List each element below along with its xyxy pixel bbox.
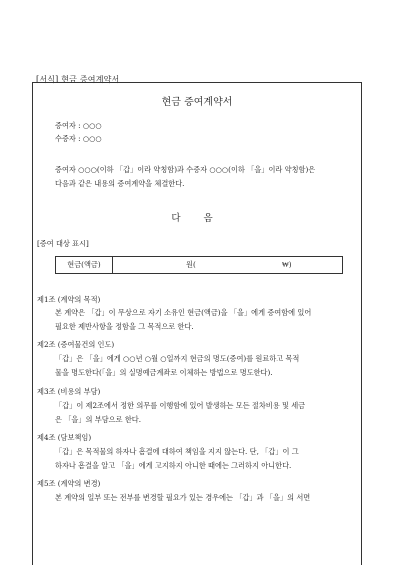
amount-table: [55, 256, 343, 274]
article-title: 제5조 (계약의 변경): [37, 479, 101, 488]
article-line: 「갑」은 「을」에게 ○○년 ○월 ○일까지 현금의 명도(증여)를 원료하고 목적: [55, 354, 300, 363]
article-title: 제1조 (계약의 목적): [37, 295, 101, 304]
section-heading: 다 음: [171, 213, 223, 224]
article-title: 제2조 (증여물건의 인도): [37, 340, 115, 349]
article-line: 하자나 흠결을 알고 「을」에게 고지하지 아니한 때에는 그러하지 아니한다.: [55, 461, 292, 470]
article-line: 「갑」은 목적물의 하자나 흠결에 대하여 책임을 지지 않는다. 단, 「갑」이 그: [55, 447, 299, 456]
form-label: [서식] 현금 증여계약서: [36, 75, 120, 84]
amount-won: 원(: [186, 260, 196, 269]
amount-unit: ₩): [282, 260, 292, 269]
article-line: 「갑」이 제2조에서 정한 의무를 이행함에 있어 발생하는 모든 절차비용 및 세금: [55, 401, 306, 410]
article-title: 제4조 (담보책임): [37, 433, 92, 442]
document-title: 현금 증여계약서: [161, 97, 233, 108]
article-line: 은 「을」의 부담으로 한다.: [55, 415, 142, 424]
amount-label-cell: 현금(액금): [56, 257, 113, 273]
contract-document: [32, 82, 362, 565]
article-title: 제3조 (비용의 부담): [37, 387, 101, 396]
article-line: 필요한 제반사항을 정함을 그 목적으로 한다.: [55, 322, 194, 331]
donee-line: 수증자 : ○○○: [55, 134, 102, 143]
article-line: 본 계약은 「갑」이 무상으로 자기 소유인 현금(액금)을 「을」에게 증여함에 있어: [55, 308, 312, 317]
article-line: 본 계약의 일부 또는 전부를 변경할 필요가 있는 경우에는 「갑」과 「을」의 서면: [55, 493, 311, 502]
donor-line: 증여자 : ○○○: [55, 121, 102, 130]
intro-line: 다음과 같은 내용의 증여계약을 체결한다.: [55, 179, 185, 188]
subject-label: [증여 대상 표시]: [37, 239, 89, 248]
article-line: 물을 명도한다(「을」의 실명예금계좌로 이체하는 방법으로 명도한다).: [55, 368, 273, 377]
intro-line: 증여자 ○○○(이하 「갑」이라 약칭함)과 수증자 ○○○(이하 「을」이라 약칭함)은: [55, 165, 316, 174]
